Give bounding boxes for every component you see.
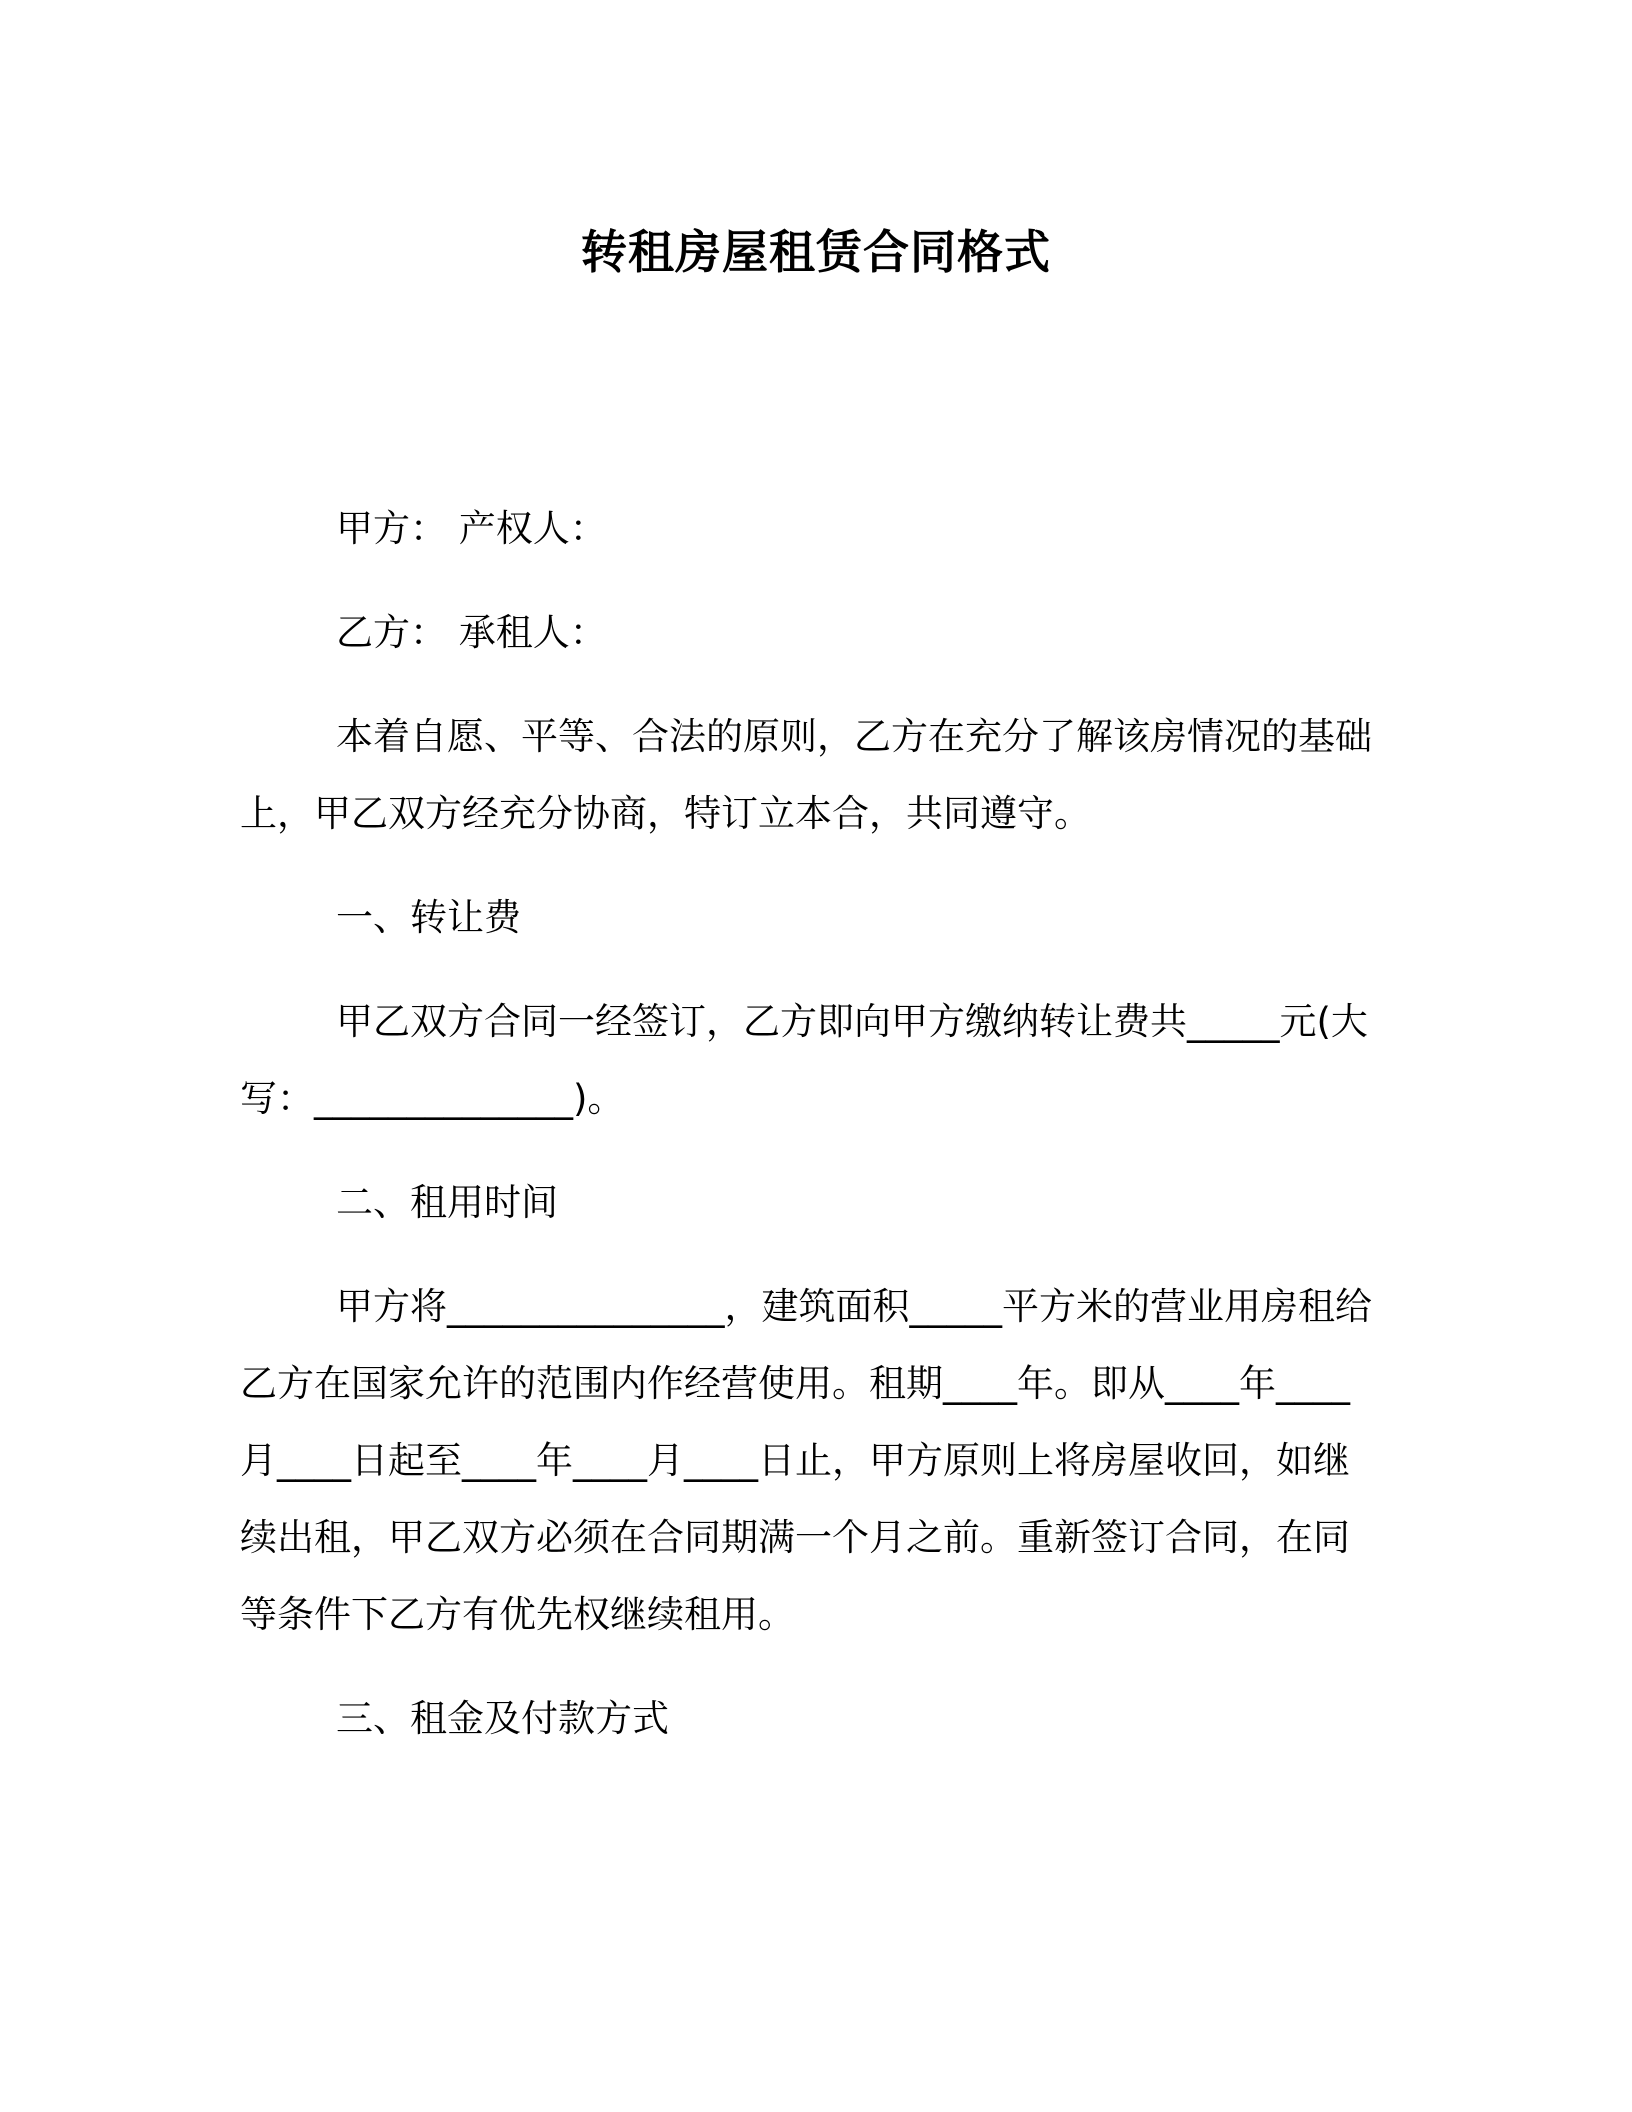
lease-term-paragraph: 甲方将_______________，建筑面积_____平方米的营业用房租给乙方在国家允许的范围内作经营使用。租期____年。即从____年____月____日起至____年____月____日止，甲方原则上将房屋收回，如继续出租，甲乙双方必须在合同期满一个月之前。重新签订合同，在同等条件下乙方有优先权继续租用。 bbox=[240, 1285, 1372, 1636]
party-b-line: 乙方： 承租人： bbox=[336, 611, 607, 654]
document-title: 转租房屋租赁合同格式 bbox=[581, 225, 1051, 279]
section-heading-lease-term: 二、租用时间 bbox=[336, 1181, 558, 1224]
preamble-paragraph: 本着自愿、平等、合法的原则，乙方在充分了解该房情况的基础上，甲乙双方经充分协商，特订立本合，共同遵守。 bbox=[240, 715, 1372, 835]
transfer-fee-paragraph: 甲乙双方合同一经签订，乙方即向甲方缴纳转让费共_____元(大写：______________)。 bbox=[240, 1000, 1368, 1120]
section-heading-transfer-fee: 一、转让费 bbox=[336, 896, 521, 939]
party-a-line: 甲方： 产权人： bbox=[336, 507, 607, 550]
section-heading-rent-payment: 三、租金及付款方式 bbox=[336, 1697, 669, 1740]
document-body bbox=[240, 490, 1380, 1784]
